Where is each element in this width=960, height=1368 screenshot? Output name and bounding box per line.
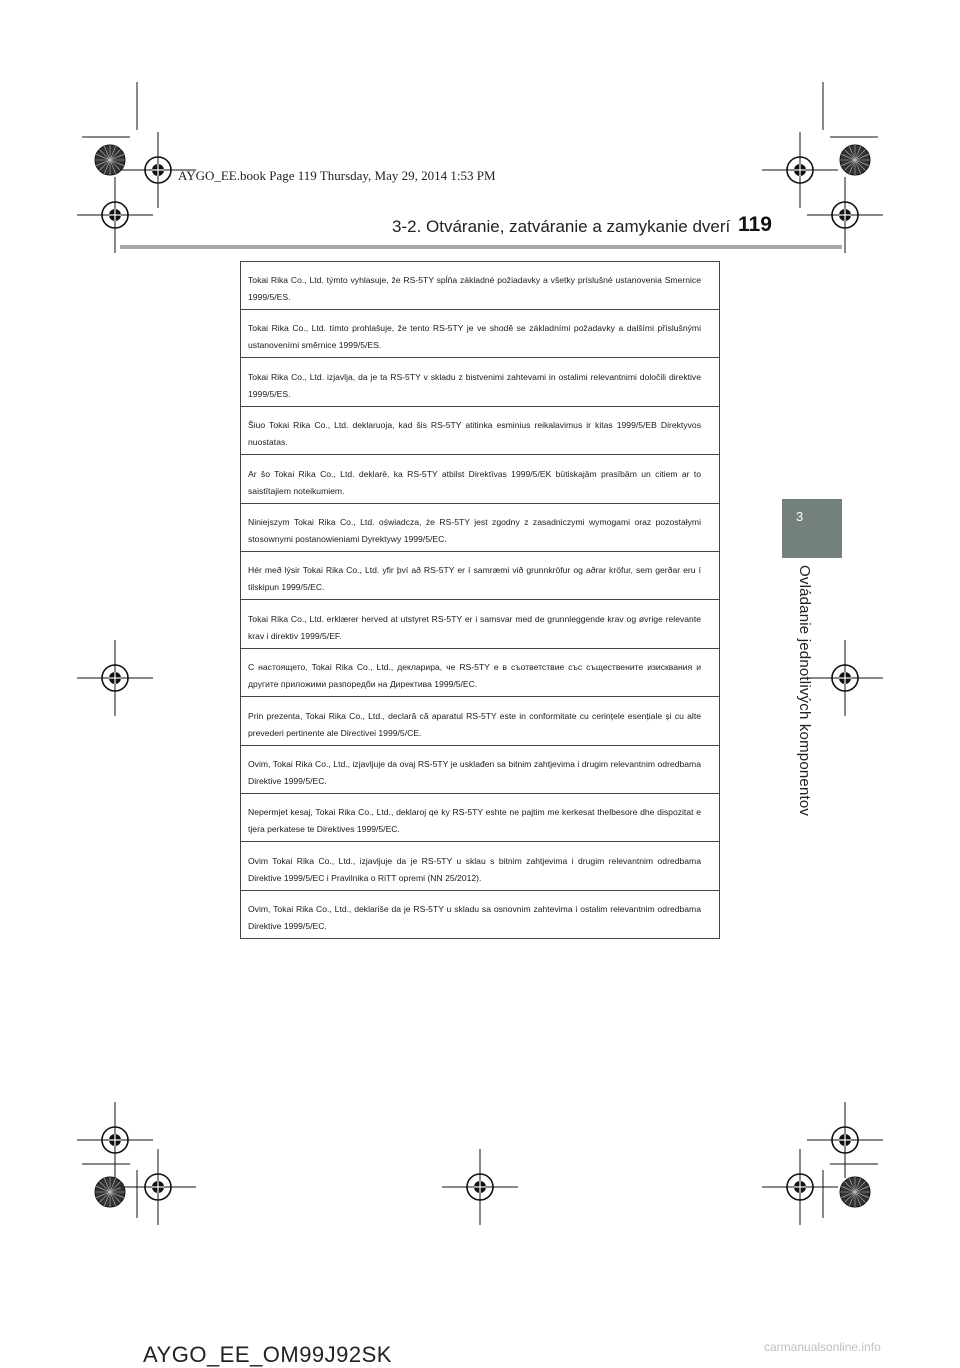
declaration-row-slovak: Tokai Rika Co., Ltd. týmto vyhlasuje, že RS-5TY spĺňa základné požiadavky a všetky príslušné ustanovenia Smernice 1999/5/ES.	[241, 262, 719, 310]
starburst-mark-top-right	[840, 145, 870, 175]
chapter-tab[interactable]	[782, 499, 842, 558]
declaration-row-albanian: Nepermjet kesaj, Tokai Rika Co., Ltd., deklaroj qe ky RS-5TY eshte ne pajtim me kerkesat thelbesore dhe dispozitat e tjera perkatese te Direktives 1999/5/EC.	[241, 794, 719, 842]
declaration-row-croatian: Ovim Tokai Rika Co., Ltd., izjavljuje da je RS-5TY u sklau s bitnim zahtjevima i drugim relevantnim odredbama Direktive 1999/5/EC i Pravilnika o RiTT opremi (NN 25/2012).	[241, 843, 719, 891]
header-rule	[120, 245, 842, 249]
declaration-row-romanian: Prin prezenta, Tokai Rika Co., Ltd., declară că aparatul RS-5TY este in conformitate cu cerințele esențiale și cu alte prevederi pertinente ale Directivei 1999/5/CE.	[241, 698, 719, 746]
declaration-row-latvian: Ar šo Tokai Rika Co., Ltd. deklarē, ka RS-5TY atbilst Direktīvas 1999/5/EK būtiskajām prasībām un citiem ar to saistītajiem noteikumiem.	[241, 456, 719, 504]
declaration-row-norwegian: Tokai Rika Co., Ltd. erklærer herved at utstyret RS-5TY er i samsvar med de grunnleggende krav og øvrige relevante krav i direktiv 1999/5/EF.	[241, 601, 719, 649]
declaration-row-czech: Tokai Rika Co., Ltd. tímto prohlašuje, že tento RS-5TY je ve shodě se základními požadavky a dalšími příslušnými ustanoveními směrnice 1999/5/ES.	[241, 310, 719, 358]
site-watermark: carmanualsonline.info	[764, 1340, 881, 1354]
declaration-row-bulgarian: С настоящето, Tokai Rika Co., Ltd., декларира, че RS-5TY е в съответствие със съществените изисквания и другите приложими разпоредби на Директива 1999/5/EC.	[241, 649, 719, 697]
declaration-row-serbian: Ovim, Tokai Rika Co., Ltd., deklariše da je RS-5TY u skladu sa osnovnim zahtevima i ostalim relevantnim odredbama Direktive 1999/5/EC.	[248, 904, 701, 931]
section-title: 3-2. Otváranie, zatváranie a zamykanie dverí	[392, 217, 731, 236]
declarations-table	[240, 261, 720, 939]
declaration-row-bosnian: Ovim, Tokai Rika Co., Ltd., izjavljuje da ovaj RS-5TY je usklađen sa bitnim zahtjevima i drugim relevantnim odredbama Direktive 1999/5/EC.	[241, 746, 719, 794]
chapter-label: Ovládanie jednotlivých komponentov	[796, 565, 813, 817]
page-number: 119	[738, 213, 772, 236]
declaration-row-lithuanian: Šiuo Tokai Rika Co., Ltd. deklaruoja, kad šis RS-5TY atitinka esminius reikalavimus ir kitas 1999/5/EB Direktyvos nuostatas.	[241, 407, 719, 455]
book-info-line: AYGO_EE.book Page 119 Thursday, May 29, 2014 1:53 PM	[178, 168, 496, 183]
document-code: AYGO_EE_OM99J92SK	[143, 1342, 392, 1367]
starburst-mark-bottom-left	[95, 1177, 125, 1207]
chapter-number: 3	[796, 509, 804, 524]
declaration-row-icelandic: Hér með lýsir Tokai Rika Co., Ltd. yfir því að RS-5TY er í samræmi við grunnkröfur og aðrar kröfur, sem gerðar eru í tilskipun 1999/5/EC.	[241, 552, 719, 600]
starburst-mark-bottom-right	[840, 1177, 870, 1207]
declaration-row-polish: Niniejszym Tokai Rika Co., Ltd. oświadcza, że RS-5TY jest zgodny z zasadniczymi wymogami oraz pozostałymi stosownymi postanowieniami Dyrektywy 1999/5/EC.	[241, 504, 719, 552]
declaration-row-slovenian: Tokai Rika Co., Ltd. izjavlja, da je ta RS-5TY v skladu z bistvenimi zahtevami in ostalimi relevantnimi določili direktive 1999/5/ES.	[241, 359, 719, 407]
